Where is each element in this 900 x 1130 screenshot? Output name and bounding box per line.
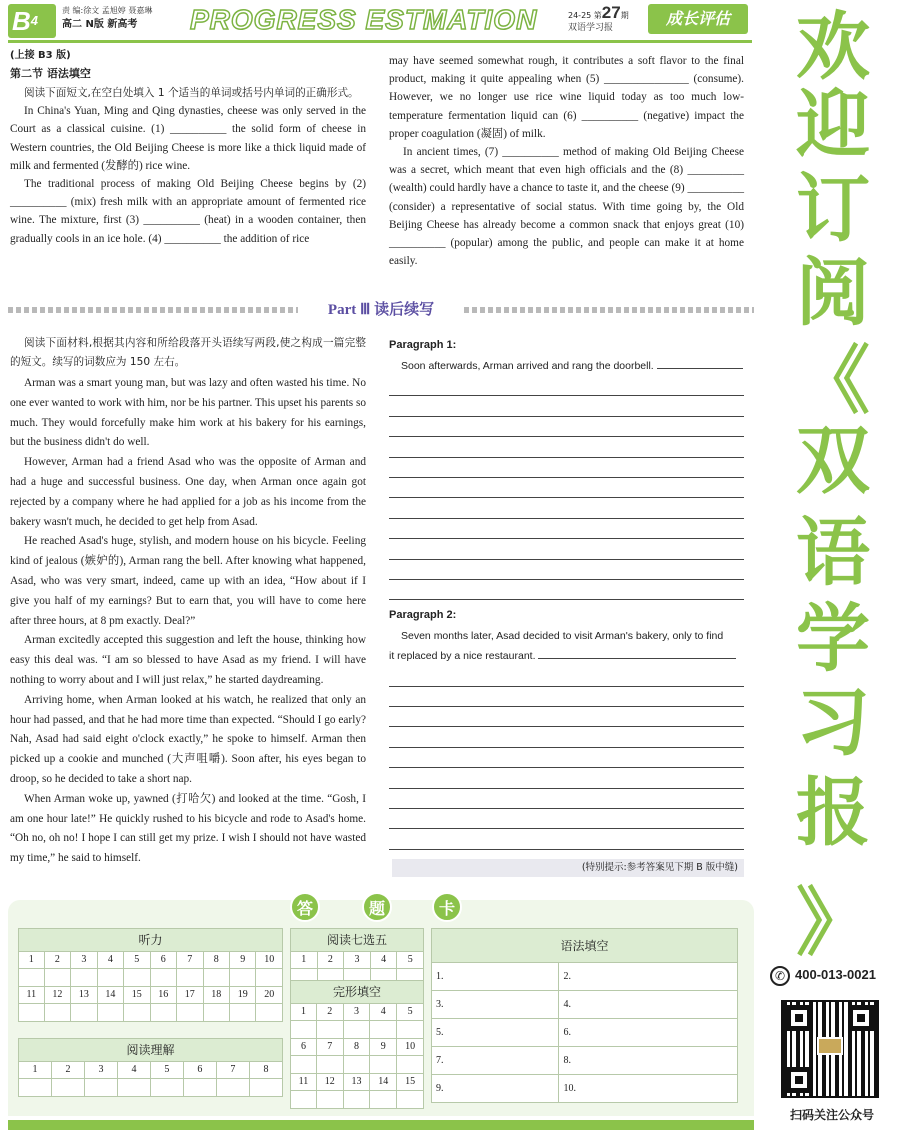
- grammar-answer-table: [431, 928, 738, 1103]
- qr-caption: 扫码关注公众号: [789, 1108, 874, 1122]
- answer-box[interactable]: [370, 1056, 397, 1074]
- question-number: 4: [370, 1004, 397, 1021]
- question-number: 3: [344, 952, 371, 969]
- grammar-answer-cell[interactable]: 5.: [432, 1019, 559, 1047]
- page-letter: B: [12, 6, 31, 36]
- header-rule: [8, 40, 752, 43]
- answer-box[interactable]: [230, 1004, 256, 1022]
- answer-box[interactable]: [203, 969, 229, 987]
- listening-table: [18, 928, 283, 1022]
- promo-char: 双: [796, 418, 870, 504]
- answer-box[interactable]: [370, 1091, 397, 1109]
- writing-line[interactable]: [389, 417, 744, 437]
- question-number: 8: [203, 952, 229, 969]
- answer-box[interactable]: [44, 1004, 70, 1022]
- writing-area: [389, 336, 744, 850]
- answer-box[interactable]: [249, 1079, 282, 1097]
- reading-header: 阅读理解: [19, 1039, 283, 1062]
- question-number: 9: [230, 952, 256, 969]
- card-title-char: 答: [290, 892, 320, 922]
- answer-box[interactable]: [71, 1004, 97, 1022]
- story-paragraph: Arman excitedly accepted this suggestion and left the house, thinking how easy this deal was. “I am so blessed to have Asad as my friend. I will have nothing to worry about and I will just relax,” he started daydreaming.: [10, 634, 366, 686]
- question-number: 17: [177, 987, 203, 1004]
- question-number: 8: [343, 1039, 370, 1056]
- question-number: 11: [291, 1074, 317, 1091]
- story-column: [10, 334, 366, 869]
- writing-line[interactable]: [538, 648, 736, 659]
- question-number: 2: [44, 952, 70, 969]
- writing-line[interactable]: [389, 789, 744, 809]
- writing-line[interactable]: [389, 458, 744, 478]
- question-number: 7: [316, 1039, 343, 1056]
- question-number: 14: [97, 987, 123, 1004]
- paragraph1-label: Paragraph 1:: [389, 339, 457, 351]
- writing-line[interactable]: [389, 687, 744, 707]
- grammar-answer-cell[interactable]: 3.: [432, 991, 559, 1019]
- part-divider: [8, 298, 754, 322]
- writing-line[interactable]: [389, 519, 744, 539]
- answer-box[interactable]: [316, 1021, 343, 1039]
- grammar-paragraph: The traditional process of making Old Beijing Cheese begins by (2) __________ (mix) fresh milk with an appropriate amount of fermented rice wine. The mixture, first (3) __________ (heat) in a wooden container, then gradually cools in an ice hole. (4) __________ the addition of rice: [10, 178, 366, 245]
- paragraph2-start-text: it replaced by a nice restaurant.: [389, 650, 536, 663]
- qr-finder: [848, 1005, 874, 1031]
- answer-box[interactable]: [124, 1004, 150, 1022]
- writing-line[interactable]: [389, 539, 744, 559]
- question-number: 15: [397, 1074, 424, 1091]
- answer-box[interactable]: [291, 1021, 317, 1039]
- page-badge: [8, 4, 56, 38]
- question-number: 15: [124, 987, 150, 1004]
- grammar-answer-cell[interactable]: 1.: [432, 963, 559, 991]
- grammar-paragraph: In China's Yuan, Ming and Qing dynasties, cheese was only served in the Court as a classical cuisine. (1) __________ the solid form of cheese in Western countries, the Old Beijing Cheese is more like a thick liquid made of milk and fermented (发酵的) rice wine.: [10, 105, 366, 172]
- paragraph1-lines: [389, 376, 744, 600]
- answer-box[interactable]: [177, 1004, 203, 1022]
- question-number: 12: [44, 987, 70, 1004]
- question-number: 6: [291, 1039, 317, 1056]
- answer-box[interactable]: [97, 1004, 123, 1022]
- writing-line[interactable]: [389, 498, 744, 518]
- writing-line[interactable]: [389, 376, 744, 396]
- paragraph2-start-a: Seven months later, Asad decided to visit Arman's bakery, only to find: [401, 630, 724, 643]
- question-number: 1: [19, 1062, 52, 1079]
- answer-box[interactable]: [397, 1056, 424, 1074]
- paper-name: 双语学习报: [568, 23, 614, 33]
- answer-box[interactable]: [203, 1004, 229, 1022]
- question-number: 5: [397, 952, 424, 969]
- answer-box[interactable]: [84, 1079, 117, 1097]
- answer-box[interactable]: [117, 1079, 150, 1097]
- qr-logo: [817, 1037, 843, 1055]
- answer-box[interactable]: [97, 969, 123, 987]
- continued-note: (上接 B3 版): [10, 50, 71, 61]
- question-number: 11: [19, 987, 45, 1004]
- section-title: 第二节 语法填空: [10, 67, 91, 80]
- question-number: 2: [51, 1062, 84, 1079]
- answer-box[interactable]: [397, 1021, 424, 1039]
- reading-table: [18, 1038, 283, 1097]
- answer-box[interactable]: [230, 969, 256, 987]
- writing-line[interactable]: [657, 358, 743, 369]
- story-paragraph: However, Arman had a friend Asad who was the opposite of Arman and had a huge and successful business. One day, when Arman once again got rejected by a company where he had applied for a job as his income from the bakery wasn't much, he decided to get help from Asad.: [10, 456, 366, 528]
- editors: 责 编:徐文 孟旭婷 聂嘉琳: [62, 6, 153, 15]
- answer-box[interactable]: [216, 1079, 249, 1097]
- question-number: 7: [216, 1062, 249, 1079]
- question-number: 5: [150, 1062, 183, 1079]
- question-number: 6: [150, 952, 176, 969]
- answer-box[interactable]: [19, 1004, 45, 1022]
- answer-box[interactable]: [370, 1021, 397, 1039]
- answer-box[interactable]: [183, 1079, 216, 1097]
- card-title-char: 卡: [432, 892, 462, 922]
- issue-suffix: 期: [620, 11, 629, 20]
- listening-header: 听力: [19, 929, 283, 952]
- question-number: 3: [343, 1004, 370, 1021]
- question-number: 2: [317, 952, 344, 969]
- issue-num: 27: [601, 3, 621, 22]
- footer-bar: [8, 1120, 754, 1130]
- grammar-answer-cell[interactable]: 4.: [559, 991, 738, 1019]
- answer-box[interactable]: [150, 969, 176, 987]
- answer-box[interactable]: [51, 1079, 84, 1097]
- grammar-answer-cell[interactable]: 7.: [432, 1047, 559, 1075]
- writing-line[interactable]: [389, 580, 744, 600]
- phone-icon: ✆: [770, 966, 790, 986]
- answer-box[interactable]: [343, 1091, 370, 1109]
- answer-box[interactable]: [256, 969, 283, 987]
- question-number: 5: [124, 952, 150, 969]
- writing-line[interactable]: [389, 707, 744, 727]
- promo-char: 语: [796, 510, 870, 596]
- grammar-column-left: [10, 48, 366, 248]
- question-number: 3: [71, 952, 97, 969]
- part-title: Part Ⅲ 读后续写: [327, 302, 435, 318]
- grammar-answer-cell[interactable]: 9.: [432, 1075, 559, 1103]
- question-number: 8: [249, 1062, 282, 1079]
- grammar-answer-cell[interactable]: 8.: [559, 1047, 738, 1075]
- grammar-paragraph: In ancient times, (7) __________ method of making Old Beijing Cheese was a secret, which meant that even high officials and the (8) __________ (wealth) could hardly have a chance to taste it, and the cheese (9) __________ (consider) a representative of social status. With time going by, the Old Beijing Cheese has already become a common snack that enjoys great (10) __________ (popular) among the public, and people can make it at home easily.: [389, 146, 744, 268]
- question-number: 2: [316, 1004, 343, 1021]
- promo-char: 迎: [796, 82, 870, 168]
- question-number: 10: [256, 952, 283, 969]
- issue-prefix: 24-25 第: [568, 11, 602, 20]
- paragraph2-label: Paragraph 2:: [389, 609, 457, 622]
- promo-char: 报: [796, 770, 870, 856]
- qr-finder: [786, 1005, 812, 1031]
- question-number: 13: [343, 1074, 370, 1091]
- story-paragraph: He reached Asad's huge, stylish, and modern house on his bicycle. Feeling kind of jealous (嫉妒的), Arman rang the bell. After knowing what happened, Asad, who was very smart, indeed, came up with an idea, “How about if I give you half of my earnings? But to earn that, you will have to come here after three hours, at 8 pm exactly. Deal?”: [10, 535, 366, 627]
- question-number: 16: [150, 987, 176, 1004]
- column-title-en: PROGRESS ESTMATION: [190, 4, 538, 35]
- question-number: 5: [397, 1004, 424, 1021]
- answer-hint: (特别提示:参考答案见下期 B 版中缝): [392, 859, 744, 877]
- answer-box[interactable]: [19, 1079, 52, 1097]
- edition: 高二 N版 新高考: [62, 19, 138, 30]
- question-number: 19: [230, 987, 256, 1004]
- question-number: 4: [117, 1062, 150, 1079]
- cloze-header: 完形填空: [291, 981, 424, 1004]
- writing-line[interactable]: [389, 727, 744, 747]
- answer-box[interactable]: [343, 1056, 370, 1074]
- writing-line[interactable]: [389, 396, 744, 416]
- question-number: 4: [97, 952, 123, 969]
- cloze-table: [290, 980, 424, 1109]
- seven-choose-five-table: [290, 928, 424, 987]
- answer-box[interactable]: [124, 969, 150, 987]
- writing-line[interactable]: [389, 829, 744, 849]
- promo-char: 《: [796, 338, 870, 424]
- question-number: 10: [397, 1039, 424, 1056]
- paragraph2-lines: [389, 666, 744, 850]
- page-header: [0, 0, 760, 42]
- story-paragraph: Arman was a smart young man, but was lazy and often wasted his time. No one ever wanted to work with him, nor be his partner. This upset his parents so much. They would forcefully make him work at his bakery for his earnings, but the business didn't do well.: [10, 377, 366, 449]
- answer-box[interactable]: [291, 1091, 317, 1109]
- phone-number: 400-013-0021: [795, 967, 876, 982]
- question-number: 1: [291, 952, 318, 969]
- promo-char: 阅: [796, 250, 870, 336]
- promo-char: 》: [796, 880, 870, 966]
- question-number: 14: [370, 1074, 397, 1091]
- grammar-answer-cell[interactable]: 2.: [559, 963, 738, 991]
- writing-line[interactable]: [389, 437, 744, 457]
- writing-line[interactable]: [389, 666, 744, 686]
- writing-line[interactable]: [389, 768, 744, 788]
- issue-number: [568, 5, 629, 21]
- answer-box[interactable]: [316, 1056, 343, 1074]
- question-number: 4: [370, 952, 397, 969]
- promo-char: 欢: [796, 4, 870, 90]
- story-paragraph: Arriving home, when Arman looked at his watch, he realized that only an hour had passed, and that he had more time than expected. “Should I go early? Nah, Asad had said eight o'clock exactly,” he spoke to himself. Arman then picked up a cookie and munched (大声咀嚼). Soon after, his eyes began to droop, so he decided to take a short nap.: [10, 693, 366, 785]
- card-title-char: 题: [362, 892, 392, 922]
- grammar-answer-cell[interactable]: 10.: [559, 1075, 738, 1103]
- writing-line[interactable]: [389, 478, 744, 498]
- writing-line[interactable]: [389, 809, 744, 829]
- grammar-answer-cell[interactable]: 6.: [559, 1019, 738, 1047]
- promo-char: 订: [796, 166, 870, 252]
- answer-box[interactable]: [343, 1021, 370, 1039]
- answer-box[interactable]: [44, 969, 70, 987]
- question-number: 18: [203, 987, 229, 1004]
- answer-box[interactable]: [177, 969, 203, 987]
- answer-box[interactable]: [256, 1004, 283, 1022]
- column-title-cn: 成长评估: [648, 4, 748, 34]
- answer-box[interactable]: [291, 1056, 317, 1074]
- answer-box[interactable]: [150, 1079, 183, 1097]
- answer-box[interactable]: [71, 969, 97, 987]
- answer-box[interactable]: [397, 1091, 424, 1109]
- paragraph2-start-b: [389, 646, 744, 666]
- writing-line[interactable]: [389, 560, 744, 580]
- grammar-paragraph: may have seemed somewhat rough, it contributes a soft flavor to the final product, making it quite appealing when (5) _______________ (consume). However, we no longer use rice wine liquid today as too much low-temperature fermentation liquid can (6) __________ (negative) impact the proper coagulation (凝固) of milk.: [389, 55, 744, 140]
- answer-box[interactable]: [150, 1004, 176, 1022]
- promo-char: 学: [796, 596, 870, 682]
- question-number: 13: [71, 987, 97, 1004]
- grammar-instruction: 阅读下面短文,在空白处填入 1 个适当的单词或括号内单词的正确形式。: [24, 87, 359, 99]
- paragraph1-start-text: Soon afterwards, Arman arrived and rang the doorbell.: [401, 360, 654, 372]
- writing-instruction: 阅读下面材料,根据其内容和所给段落开头语续写两段,使之构成一篇完整的短文。续写的词数应为 150 左右。: [10, 337, 366, 368]
- writing-line[interactable]: [389, 748, 744, 768]
- question-number: 6: [183, 1062, 216, 1079]
- question-number: 12: [316, 1074, 343, 1091]
- promo-char: 习: [796, 680, 870, 766]
- qr-finder: [786, 1067, 812, 1093]
- grammar-column-right: [389, 52, 744, 270]
- question-number: 1: [291, 1004, 317, 1021]
- story-paragraph: When Arman woke up, yawned (打哈欠) and looked at the time. “Gosh, I am one hour late!” He quickly rushed to his bicycle and rode to Asad's home. “Oh no, oh no! I hope I can still get my prize. I wish I should not have wasted my time,” he said to himself.: [10, 792, 366, 865]
- answer-box[interactable]: [19, 969, 45, 987]
- grammar-header: 语法填空: [432, 929, 738, 963]
- question-number: 1: [19, 952, 45, 969]
- question-number: 3: [84, 1062, 117, 1079]
- answer-box[interactable]: [316, 1091, 343, 1109]
- question-number: 9: [370, 1039, 397, 1056]
- paragraph1-start: [389, 356, 744, 376]
- seven-five-header: 阅读七选五: [291, 929, 424, 952]
- question-number: 7: [177, 952, 203, 969]
- page-number: 4: [30, 13, 39, 28]
- question-number: 20: [256, 987, 283, 1004]
